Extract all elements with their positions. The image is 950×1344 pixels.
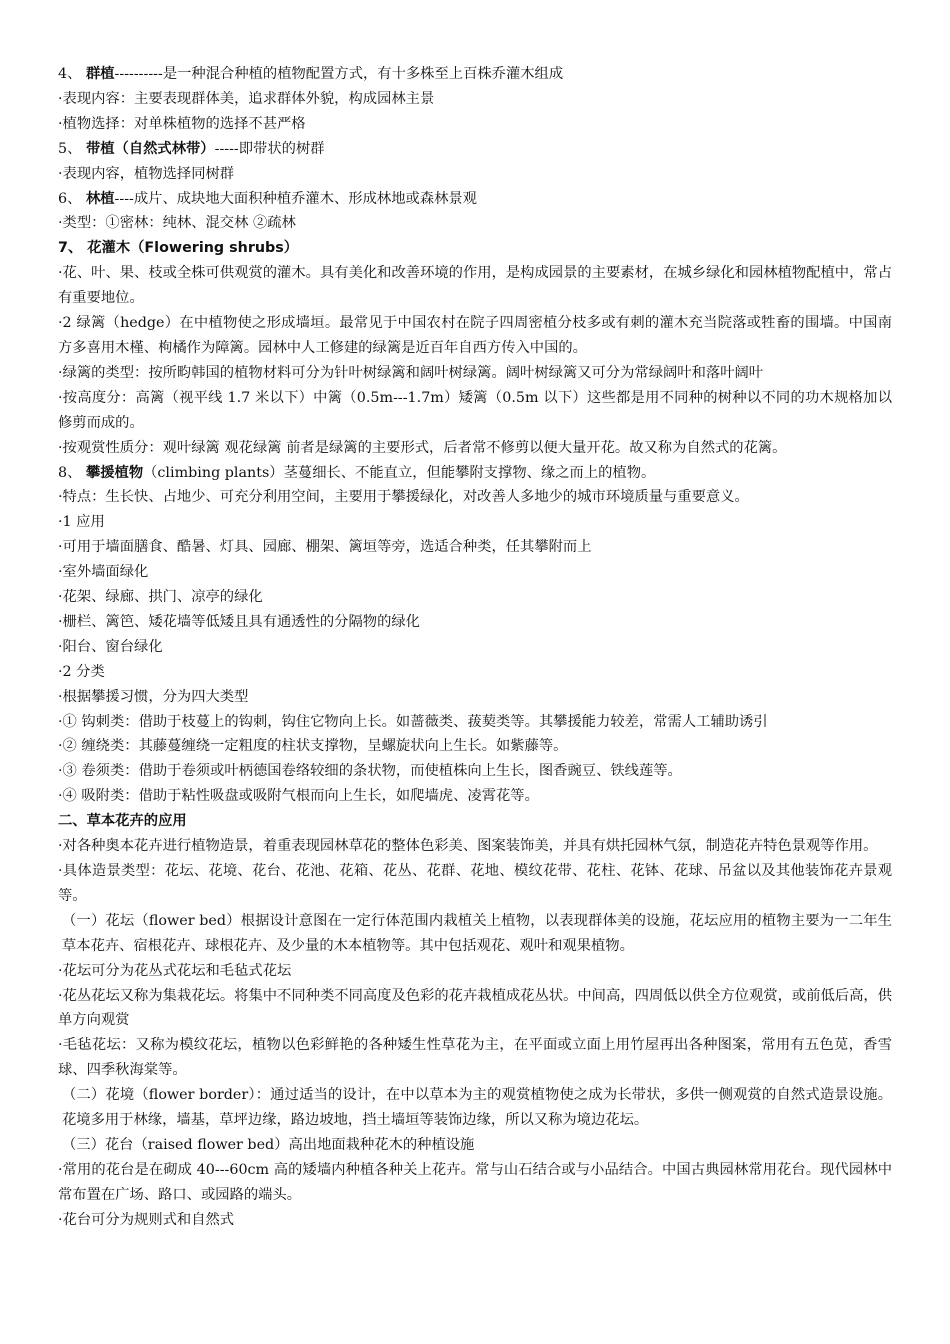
line-text: （三）花台（raised flower bed）高出地面栽种花木的种植设施 <box>62 1136 475 1153</box>
line-text: ·按高度分：高篱（视平线 1.7 米以下）中篱（0.5m---1.7m）矮篱（0.5m 以下）这些都是用不同种的树种以不同的功木规格加以修剪而成的。 <box>58 389 892 431</box>
text-line <box>58 759 892 784</box>
text-line <box>58 660 892 685</box>
text-line <box>58 560 892 585</box>
line-text: ·2 绿篱（hedge）在中植物使之形成墙垣。最常见于中国农村在院子四周密植分枝多或有刺的灌木充当院落或牲畜的围墙。中国南方多喜用木槿、枸橘作为障篱。园林中人工修建的绿篱是近百年自西方传入中国的。 <box>58 315 892 356</box>
line-text: 6、 <box>58 190 86 207</box>
text-line <box>58 859 892 909</box>
line-text: ·② 缠绕类：其藤蔓缠绕一定粗度的柱状支撑物，呈螺旋状向上生长。如紫藤等。 <box>58 738 568 755</box>
line-text: ·2 分类 <box>58 663 105 680</box>
line-text: ·④ 吸附类：借助于粘性吸盘或吸附气根而向上生长，如爬墙虎、凌霄花等。 <box>58 788 539 805</box>
line-text: ·花、叶、果、枝或全株可供观赏的灌木。具有美化和改善环境的作用，是构成园景的主要素材，在城乡绿化和园林植物配植中，常占有重要地位。 <box>58 265 892 307</box>
line-text: （climbing plants）茎蔓细长、不能直立，但能攀附支撑物、缘之而上的植物。 <box>143 464 656 481</box>
bold-term: 带植（自然式林带） <box>85 140 215 157</box>
text-line <box>58 959 892 984</box>
text-line <box>58 361 892 386</box>
text-line <box>58 386 892 436</box>
line-text: 8、 <box>58 464 86 481</box>
bold-term: 二、草本花卉的应用 <box>58 813 187 830</box>
line-text: 4、 <box>58 66 86 82</box>
text-line <box>58 311 892 361</box>
text-line <box>58 187 892 212</box>
text-line <box>58 710 892 735</box>
text-line <box>58 236 892 261</box>
text-line <box>58 585 892 610</box>
text-line <box>58 1158 892 1208</box>
text-line <box>58 162 892 187</box>
line-text: ·表现内容，植物选择同树群 <box>58 165 235 182</box>
document-body <box>58 62 892 1233</box>
line-text: ·植物选择：对单株植物的选择不甚严格 <box>58 115 306 132</box>
line-text: ·① 钩刺类：借助于枝蔓上的钩刺，钩住它物向上长。如蔷薇类、菝葜类等。其攀援能力较差，常需人工辅助诱引 <box>58 713 768 730</box>
line-text: ·1 应用 <box>58 514 105 531</box>
text-line <box>58 535 892 560</box>
line-text: ·常用的花台是在砌成 40---60cm 高的矮墙内种植各种关上花卉。常与山石结合或与小品结合。中国古典园林常用花台。现代园林中常布置在广场、路口、或园路的端头。 <box>58 1161 892 1203</box>
bold-term: 群植 <box>85 66 115 82</box>
text-line <box>58 1133 892 1158</box>
text-line <box>58 909 892 959</box>
line-text: ·按观赏性质分：观叶绿篱 观花绿篱 前者是绿篱的主要形式，后者常不修剪以便大量开花。故又称为自然式的花篱。 <box>58 439 787 456</box>
bold-term: 林植 <box>85 190 115 207</box>
line-text: 5、 <box>58 140 86 157</box>
line-text: ----成片、成块地大面积种植乔灌木、形成林地或森林景观 <box>114 190 477 207</box>
line-text: ·花丛花坛又称为集栽花坛。将集中不同种类不同高度及色彩的花卉栽植成花丛状。中间高，四周低以供全方位观赏，或前低后高，供单方向观赏 <box>58 987 892 1029</box>
text-line <box>58 784 892 809</box>
bold-term: 7、 花灌木（Flowering shrubs） <box>58 240 299 257</box>
text-line <box>58 1083 892 1133</box>
line-text: -----即带状的树群 <box>214 140 325 157</box>
text-line <box>58 112 892 137</box>
text-line <box>58 485 892 510</box>
text-line <box>58 461 892 486</box>
text-line <box>58 685 892 710</box>
text-line <box>58 834 892 859</box>
text-line <box>58 984 892 1034</box>
text-line <box>58 211 892 236</box>
line-text: ·花坛可分为花丛式花坛和毛毡式花坛 <box>58 962 292 979</box>
line-text: ·室外墙面绿化 <box>58 564 149 581</box>
line-text: ·栅栏、篱笆、矮花墙等低矮且具有通透性的分隔物的绿化 <box>58 613 420 630</box>
text-line <box>58 261 892 311</box>
line-text: ·阳台、窗台绿化 <box>58 638 163 655</box>
line-text: ·③ 卷须类：借助于卷须或叶柄德国卷络较细的条状物，而使植株向上生长，图香豌豆、铁线莲等。 <box>58 763 682 780</box>
text-line <box>58 1208 892 1233</box>
line-text: ----------是一种混合种植的植物配置方式，有十多株至上百株乔灌木组成 <box>114 66 564 82</box>
line-text: ·花台可分为规则式和自然式 <box>58 1211 235 1228</box>
text-line <box>58 1033 892 1083</box>
line-text: ·特点：生长快、占地少、可充分利用空间，主要用于攀援绿化，对改善人多地少的城市环境质量与重要意义。 <box>58 489 749 506</box>
text-line <box>58 137 892 162</box>
text-line <box>58 809 892 834</box>
line-text: ·绿篱的类型：按所畇韩国的植物材料可分为针叶树绿篱和阔叶树绿篱。阔叶树绿篱又可分为常绿阔叶和落叶阔叶 <box>58 364 764 381</box>
line-text: ·可用于墙面膳食、酷暑、灯具、园廊、棚架、篱垣等旁，选适合种类，任其攀附而上 <box>58 539 592 556</box>
text-line <box>58 62 892 87</box>
line-text: （一）花坛（flower bed）根据设计意图在一定行体范围内栽植关上植物，以表现群体美的设施，花坛应用的植物主要为一二年生草本花卉、宿根花卉、球根花卉、及少量的木本植物等。其中包括观花、观叶和观果植物。 <box>62 912 892 954</box>
line-text: ·花架、绿廊、拱门、凉亭的绿化 <box>58 589 263 606</box>
text-line <box>58 510 892 535</box>
line-text: ·类型：①密林：纯林、混交林 ②疏林 <box>58 215 296 232</box>
line-text: ·具体造景类型：花坛、花境、花台、花池、花箱、花丛、花群、花地、模纹花带、花柱、花钵、花球、吊盆以及其他装饰花卉景观等。 <box>58 863 892 904</box>
text-line <box>58 635 892 660</box>
line-text: ·表现内容：主要表现群体美，追求群体外貌，构成园林主景 <box>58 90 435 107</box>
text-line <box>58 610 892 635</box>
text-line <box>58 87 892 112</box>
line-text: ·毛毡花坛：又称为模纹花坛，植物以色彩鲜艳的各种矮生性草花为主，在平面或立面上用竹屋再出各种图案，常用有五色苋，香雪球、四季秋海棠等。 <box>58 1037 892 1079</box>
line-text: （二）花境（flower border）：通过适当的设计，在中以草本为主的观赏植物使之成为长带状，多供一侧观赏的自然式造景设施。花境多用于林缘，墙基，草坪边缘，路边坡地，挡土墙垣等装饰边缘，所以又称为境边花坛。 <box>62 1087 892 1129</box>
line-text: ·对各种奥本花卉进行植物造景，着重表现园林草花的整体色彩美、图案装饰美，并具有烘托园林气氛，制造花卉特色景观等作用。 <box>58 838 878 855</box>
text-line <box>58 734 892 759</box>
bold-term: 攀援植物 <box>85 464 144 481</box>
line-text: ·根据攀援习惯，分为四大类型 <box>58 688 249 705</box>
text-line <box>58 436 892 461</box>
